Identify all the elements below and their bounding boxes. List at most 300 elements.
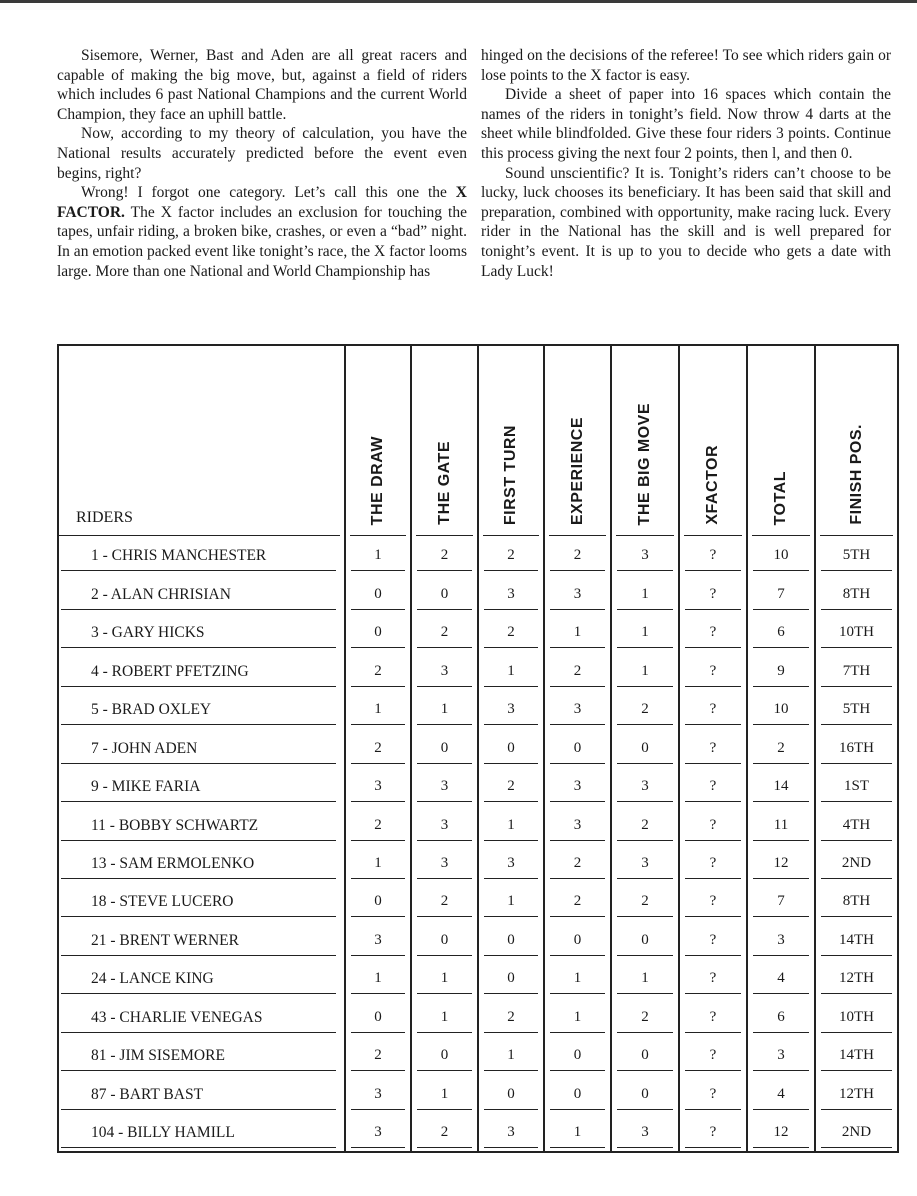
value-cell — [679, 728, 747, 766]
rider-name: 1 - CHRIS MANCHESTER — [61, 547, 336, 571]
cell-value: 2 — [484, 624, 538, 648]
value-cell — [544, 690, 611, 728]
cell-value: 1 — [417, 970, 472, 994]
value-cell — [411, 844, 478, 882]
rider-name: 2 - ALAN CHRISIAN — [61, 586, 336, 610]
rider-name: 43 - CHARLIE VENEGAS — [61, 1009, 336, 1033]
value-cell — [544, 844, 611, 882]
cell-value: 0 — [617, 1086, 673, 1110]
column-header — [611, 346, 679, 536]
value-cell — [815, 805, 897, 843]
cell-value: 2 — [617, 1009, 673, 1033]
value-cell — [544, 651, 611, 689]
value-cell — [411, 1074, 478, 1112]
cell-value: 2 — [484, 547, 538, 571]
value-cell — [611, 997, 679, 1035]
cell-value: 2 — [417, 547, 472, 571]
value-cell — [747, 651, 815, 689]
value-cell — [345, 959, 411, 997]
cell-value: 10TH — [821, 1009, 892, 1033]
cell-value: ? — [685, 932, 741, 956]
value-cell — [478, 574, 544, 612]
rider-cell — [59, 959, 345, 997]
column-header — [747, 346, 815, 536]
value-cell — [747, 767, 815, 805]
cell-value: 3 — [550, 778, 605, 802]
value-cell — [747, 728, 815, 766]
value-cell — [544, 574, 611, 612]
value-cell — [345, 997, 411, 1035]
value-cell — [679, 574, 747, 612]
value-cell — [478, 728, 544, 766]
rider-name: 21 - BRENT WERNER — [61, 932, 336, 956]
cell-value: 1 — [617, 970, 673, 994]
column-header-label: EXPERIENCE — [568, 416, 586, 525]
cell-value: 1 — [550, 624, 605, 648]
cell-value: 12 — [753, 855, 809, 879]
cell-value: 2 — [484, 1009, 538, 1033]
cell-value: 3 — [617, 547, 673, 571]
cell-value: 0 — [417, 586, 472, 610]
cell-value: 2ND — [821, 1124, 892, 1148]
value-cell — [544, 920, 611, 958]
cell-value: 3 — [753, 932, 809, 956]
cell-value: 0 — [550, 1086, 605, 1110]
value-cell — [478, 920, 544, 958]
column-header-label: THE DRAW — [369, 435, 386, 525]
table-bottom-rule — [57, 1152, 899, 1153]
top-rule — [0, 0, 917, 3]
cell-value: 1 — [417, 1009, 472, 1033]
table-row — [59, 997, 897, 1035]
cell-value: 2 — [417, 624, 472, 648]
value-cell — [411, 690, 478, 728]
table-row — [59, 805, 897, 843]
cell-value: ? — [685, 740, 741, 764]
value-cell — [544, 882, 611, 920]
cell-value: 3 — [417, 663, 472, 687]
value-cell — [478, 1113, 544, 1151]
value-cell — [478, 997, 544, 1035]
value-cell — [815, 882, 897, 920]
cell-value: ? — [685, 778, 741, 802]
value-cell — [747, 1036, 815, 1074]
value-cell — [747, 882, 815, 920]
cell-value: 1 — [351, 970, 405, 994]
cell-value: 3 — [617, 855, 673, 879]
value-cell — [611, 1113, 679, 1151]
article-column-right — [481, 46, 891, 281]
rider-name: 9 - MIKE FARIA — [61, 778, 336, 802]
cell-value: 9 — [753, 663, 809, 687]
rider-name: 11 - BOBBY SCHWARTZ — [61, 817, 336, 841]
rider-cell — [59, 1036, 345, 1074]
value-cell — [815, 728, 897, 766]
cell-value: 3 — [417, 855, 472, 879]
cell-value: ? — [685, 1124, 741, 1148]
value-cell — [815, 959, 897, 997]
value-cell — [611, 1036, 679, 1074]
column-header — [544, 346, 611, 536]
value-cell — [411, 805, 478, 843]
cell-value: 5TH — [821, 547, 892, 571]
rider-cell — [59, 690, 345, 728]
column-header-label: FINISH POS. — [847, 424, 865, 525]
cell-value: 4 — [753, 970, 809, 994]
cell-value: ? — [685, 701, 741, 725]
rider-name: 81 - JIM SISEMORE — [61, 1047, 336, 1071]
cell-value: 0 — [417, 932, 472, 956]
cell-value: ? — [685, 1047, 741, 1071]
cell-value: 1 — [417, 1086, 472, 1110]
column-header — [345, 346, 411, 536]
cell-value: ? — [685, 547, 741, 571]
cell-value: 1 — [617, 663, 673, 687]
cell-value: 2 — [617, 701, 673, 725]
rider-name: 5 - BRAD OXLEY — [61, 701, 336, 725]
value-cell — [679, 959, 747, 997]
value-cell — [411, 613, 478, 651]
article-column-left — [57, 46, 467, 281]
riders-header-label: RIDERS — [76, 509, 133, 526]
column-header-label: THE GATE — [435, 441, 453, 525]
value-cell — [544, 767, 611, 805]
table-row — [59, 882, 897, 920]
cell-value: 0 — [484, 740, 538, 764]
cell-value: ? — [685, 970, 741, 994]
cell-value: 1 — [617, 586, 673, 610]
cell-value: 1 — [417, 701, 472, 725]
cell-value: ? — [685, 663, 741, 687]
value-cell — [611, 959, 679, 997]
value-cell — [815, 1074, 897, 1112]
value-cell — [679, 844, 747, 882]
value-cell — [611, 882, 679, 920]
cell-value: 3 — [617, 778, 673, 802]
table-row — [59, 959, 897, 997]
cell-value: ? — [685, 893, 741, 917]
cell-value: 3 — [351, 932, 405, 956]
cell-value: ? — [685, 1086, 741, 1110]
table-row — [59, 574, 897, 612]
rider-name: 4 - ROBERT PFETZING — [61, 663, 336, 687]
cell-value: 2 — [550, 663, 605, 687]
rider-cell — [59, 1113, 345, 1151]
value-cell — [815, 1113, 897, 1151]
value-cell — [679, 767, 747, 805]
value-cell — [544, 1113, 611, 1151]
value-cell — [747, 805, 815, 843]
cell-value: 4TH — [821, 817, 892, 841]
column-header — [679, 346, 747, 536]
x-factor-heading: X FACTOR. — [57, 184, 467, 221]
value-cell — [544, 728, 611, 766]
value-cell — [611, 920, 679, 958]
column-header-label: THE BIG MOVE — [636, 402, 653, 525]
cell-value: 2 — [550, 893, 605, 917]
cell-value: 3 — [417, 817, 472, 841]
value-cell — [345, 574, 411, 612]
value-cell — [478, 651, 544, 689]
value-cell — [679, 1074, 747, 1112]
value-cell — [544, 613, 611, 651]
cell-value: 2 — [550, 855, 605, 879]
value-cell — [815, 997, 897, 1035]
cell-value: ? — [685, 1009, 741, 1033]
value-cell — [815, 1036, 897, 1074]
table-row — [59, 1113, 897, 1151]
value-cell — [345, 728, 411, 766]
value-cell — [815, 651, 897, 689]
cell-value: 1 — [617, 624, 673, 648]
rider-cell — [59, 536, 345, 574]
value-cell — [544, 805, 611, 843]
value-cell — [544, 1074, 611, 1112]
cell-value: 14TH — [821, 1047, 892, 1071]
value-cell — [815, 574, 897, 612]
value-cell — [544, 536, 611, 574]
value-cell — [815, 613, 897, 651]
value-cell — [815, 920, 897, 958]
table-row — [59, 613, 897, 651]
value-cell — [747, 613, 815, 651]
value-cell — [478, 536, 544, 574]
value-cell — [411, 997, 478, 1035]
paragraph: Sound unscientific? It is. Tonight’s riders can’t choose to be lucky, luck chooses its beneficiary. It has been said that skill and preparation, combined with opportunity, make racing luck. Every rider in the National has the skill and is well prepared for tonight’s event. It is up to you to decide who gets a date with Lady Luck! — [481, 164, 891, 280]
value-cell — [345, 536, 411, 574]
cell-value: 0 — [550, 932, 605, 956]
rider-cell — [59, 651, 345, 689]
column-header-label: XFACTOR — [704, 445, 721, 525]
value-cell — [411, 767, 478, 805]
cell-value: 0 — [550, 1047, 605, 1071]
value-cell — [478, 690, 544, 728]
cell-value: 2 — [351, 740, 405, 764]
cell-value: 3 — [351, 1086, 405, 1110]
table-row — [59, 767, 897, 805]
cell-value: 3 — [617, 1124, 673, 1148]
cell-value: 8TH — [821, 586, 892, 610]
value-cell — [544, 959, 611, 997]
cell-value: 1 — [484, 663, 538, 687]
cell-value: 10TH — [821, 624, 892, 648]
table-row — [59, 920, 897, 958]
value-cell — [345, 1036, 411, 1074]
value-cell — [478, 1036, 544, 1074]
value-cell — [411, 728, 478, 766]
cell-value: 1ST — [821, 778, 892, 802]
table-row — [59, 1036, 897, 1074]
value-cell — [345, 690, 411, 728]
cell-value: 0 — [351, 624, 405, 648]
cell-value: 2 — [417, 893, 472, 917]
cell-value: 12 — [753, 1124, 809, 1148]
table-row — [59, 651, 897, 689]
paragraph: Sisemore, Werner, Bast and Aden are all great racers and capable of making the big move, but, against a field of riders which includes 6 past National Champions and the current World Champion, they face an uphill battle. — [57, 47, 467, 123]
value-cell — [478, 959, 544, 997]
value-cell — [611, 1074, 679, 1112]
cell-value: 1 — [550, 970, 605, 994]
cell-value: 12TH — [821, 970, 892, 994]
value-cell — [747, 1113, 815, 1151]
cell-value: 3 — [351, 778, 405, 802]
paragraph: Divide a sheet of paper into 16 spaces which contain the names of the riders in tonight’s field. Now throw 4 darts at the sheet while blindfolded. Give these four riders 3 points. Continue this process giving the next four 2 points, then l, and then 0. — [481, 86, 891, 162]
paragraph: hinged on the decisions of the referee! To see which riders gain or lose points to the X factor is easy. — [481, 47, 891, 84]
value-cell — [747, 920, 815, 958]
cell-value: 3 — [550, 701, 605, 725]
cell-value: 3 — [753, 1047, 809, 1071]
column-header-label: TOTAL — [772, 470, 789, 525]
value-cell — [611, 574, 679, 612]
value-cell — [611, 767, 679, 805]
cell-value: 8TH — [821, 893, 892, 917]
column-header — [815, 346, 897, 536]
rider-cell — [59, 920, 345, 958]
value-cell — [611, 613, 679, 651]
cell-value: 14TH — [821, 932, 892, 956]
table-row — [59, 728, 897, 766]
value-cell — [679, 690, 747, 728]
rider-name: 104 - BILLY HAMILL — [61, 1124, 336, 1148]
paragraph-x-factor — [57, 183, 467, 281]
value-cell — [611, 651, 679, 689]
value-cell — [747, 536, 815, 574]
value-cell — [747, 959, 815, 997]
value-cell — [747, 690, 815, 728]
value-cell — [815, 690, 897, 728]
cell-value: 0 — [550, 740, 605, 764]
rider-cell — [59, 613, 345, 651]
value-cell — [544, 997, 611, 1035]
value-cell — [679, 997, 747, 1035]
table-row — [59, 690, 897, 728]
cell-value: 2 — [351, 1047, 405, 1071]
cell-value: ? — [685, 586, 741, 610]
value-cell — [345, 651, 411, 689]
paragraph: Now, according to my theory of calculation, you have the National results accurately predicted before the event even begins, right? — [57, 125, 467, 182]
value-cell — [679, 651, 747, 689]
cell-value: 2 — [417, 1124, 472, 1148]
value-cell — [478, 613, 544, 651]
cell-value: 1 — [484, 817, 538, 841]
cell-value: 12TH — [821, 1086, 892, 1110]
value-cell — [679, 613, 747, 651]
value-cell — [679, 882, 747, 920]
cell-value: 7 — [753, 893, 809, 917]
value-cell — [345, 882, 411, 920]
cell-value: ? — [685, 624, 741, 648]
rider-name: 18 - STEVE LUCERO — [61, 893, 336, 917]
column-header-label: FIRST TURN — [502, 424, 519, 525]
value-cell — [411, 574, 478, 612]
cell-value: 3 — [550, 586, 605, 610]
value-cell — [747, 997, 815, 1035]
value-cell — [611, 728, 679, 766]
table-row — [59, 536, 897, 574]
cell-value: 3 — [484, 701, 538, 725]
cell-value: 2 — [351, 817, 405, 841]
cell-value: 2 — [617, 893, 673, 917]
value-cell — [478, 767, 544, 805]
value-cell — [345, 805, 411, 843]
cell-value: 1 — [351, 547, 405, 571]
value-cell — [411, 882, 478, 920]
value-cell — [815, 536, 897, 574]
value-cell — [611, 844, 679, 882]
value-cell — [679, 920, 747, 958]
rider-cell — [59, 805, 345, 843]
cell-value: 0 — [617, 740, 673, 764]
cell-value: ? — [685, 817, 741, 841]
cell-value: 0 — [484, 1086, 538, 1110]
paragraph-rest: The X factor includes an exclusion for touching the tapes, unfair riding, a broken bike, crashes, or even a “bad” night. In an emotion packed event like tonight’s race, the X factor looms large. More than one National and World Championship has — [57, 203, 467, 280]
cell-value: 7TH — [821, 663, 892, 687]
cell-value: 0 — [417, 740, 472, 764]
value-cell — [345, 1113, 411, 1151]
cell-value: 3 — [484, 855, 538, 879]
table-body — [59, 536, 897, 1151]
rider-cell — [59, 574, 345, 612]
rider-cell — [59, 728, 345, 766]
cell-value: 1 — [484, 893, 538, 917]
rider-cell — [59, 882, 345, 920]
value-cell — [411, 1036, 478, 1074]
column-header — [411, 346, 478, 536]
cell-value: 7 — [753, 586, 809, 610]
cell-value: 0 — [484, 932, 538, 956]
value-cell — [411, 920, 478, 958]
cell-value: 1 — [351, 855, 405, 879]
rider-cell — [59, 1074, 345, 1112]
paragraph-lead: Wrong! I forgot one category. Let’s call this one the — [81, 184, 456, 202]
cell-value: 14 — [753, 778, 809, 802]
value-cell — [345, 920, 411, 958]
cell-value: 3 — [484, 586, 538, 610]
value-cell — [478, 844, 544, 882]
cell-value: 16TH — [821, 740, 892, 764]
cell-value: 2 — [351, 663, 405, 687]
cell-value: 10 — [753, 701, 809, 725]
cell-value: 11 — [753, 817, 809, 841]
cell-value: 3 — [550, 817, 605, 841]
value-cell — [611, 690, 679, 728]
value-cell — [411, 651, 478, 689]
value-cell — [679, 1113, 747, 1151]
table-row — [59, 1074, 897, 1112]
value-cell — [478, 882, 544, 920]
cell-value: 1 — [351, 701, 405, 725]
rider-name: 24 - LANCE KING — [61, 970, 336, 994]
cell-value: 1 — [550, 1124, 605, 1148]
value-cell — [747, 574, 815, 612]
table-row — [59, 844, 897, 882]
cell-value: 2 — [617, 817, 673, 841]
cell-value: 2ND — [821, 855, 892, 879]
value-cell — [478, 805, 544, 843]
value-cell — [411, 1113, 478, 1151]
cell-value: 0 — [417, 1047, 472, 1071]
cell-value: 4 — [753, 1086, 809, 1110]
value-cell — [411, 959, 478, 997]
rider-name: 7 - JOHN ADEN — [61, 740, 336, 764]
riders-header — [59, 346, 345, 536]
cell-value: 6 — [753, 624, 809, 648]
cell-value: 5TH — [821, 701, 892, 725]
value-cell — [478, 1074, 544, 1112]
value-cell — [747, 844, 815, 882]
cell-value: ? — [685, 855, 741, 879]
value-cell — [747, 1074, 815, 1112]
